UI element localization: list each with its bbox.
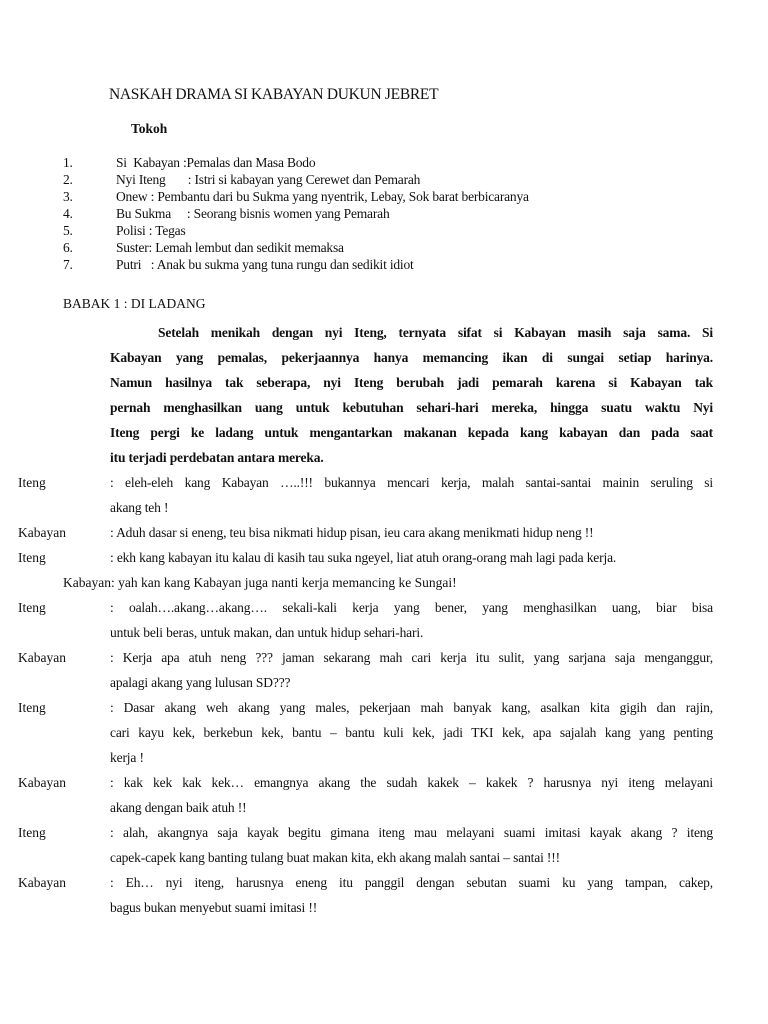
dialogue-entry xyxy=(0,820,768,870)
speech-line: bagus bukan menyebut suami imitasi !! xyxy=(110,900,318,915)
speaker-name: Kabayan xyxy=(18,650,66,665)
list-text: Nyi Iteng : Istri si kabayan yang Cerewet dan Pemarah xyxy=(116,172,421,187)
speech-line: akang dengan baik atuh !! xyxy=(110,800,247,815)
speech-line: cari kayu kek, berkebun kek, bantu – bantu kuli kek, jadi TKI kek, apa sajalah kang yang penting xyxy=(110,725,713,740)
speech-line: : alah, akangnya saja kayak begitu gimana iteng mau melayani suami imitasi kayak akang ? iteng xyxy=(110,825,713,840)
speech-line: : oalah….akang…akang…. sekali-kali kerja yang bener, yang menghasilkan uang, biar bisa xyxy=(110,600,713,615)
speech-text xyxy=(110,770,713,820)
speech-text xyxy=(110,870,713,920)
list-text: Suster: Lemah lembut dan sedikit memaksa xyxy=(116,240,344,255)
speech-line: capek-capek kang banting tulang buat makan kita, ekh akang malah santai – santai !!! xyxy=(110,850,560,865)
script-body xyxy=(0,320,768,920)
list-item xyxy=(63,256,529,273)
speech-text xyxy=(110,545,713,570)
list-item xyxy=(63,205,529,222)
speech-text xyxy=(110,520,713,545)
list-number: 7. xyxy=(63,257,73,272)
list-item xyxy=(63,222,529,239)
speech-line: untuk beli beras, untuk makan, dan untuk hidup sehari-hari. xyxy=(110,625,424,640)
speaker-name: Iteng xyxy=(18,825,46,840)
speech-line: : Aduh dasar si eneng, teu bisa nikmati hidup pisan, ieu cara akang menikmati hidup neng !! xyxy=(110,525,594,540)
speech-text xyxy=(110,470,713,520)
dialogue xyxy=(0,470,768,920)
list-text: Putri : Anak bu sukma yang tuna rungu dan sedikit idiot xyxy=(116,257,414,272)
dialogue-entry xyxy=(0,520,768,545)
document-title: NASKAH DRAMA SI KABAYAN DUKUN JEBRET xyxy=(109,86,439,103)
dialogue-entry xyxy=(0,645,768,695)
list-text: Si Kabayan :Pemalas dan Masa Bodo xyxy=(116,155,316,170)
paragraph-line: Kabayan yang pemalas, pekerjaannya hanya memancing ikan di sungai setiap harinya. xyxy=(110,350,713,365)
list-number: 5. xyxy=(63,223,73,238)
list-number: 1. xyxy=(63,155,73,170)
list-text: Bu Sukma : Seorang bisnis women yang Pemarah xyxy=(116,206,390,221)
dialogue-entry xyxy=(0,695,768,770)
paragraph-line: Setelah menikah dengan nyi Iteng, ternyata sifat si Kabayan masih saja sama. Si xyxy=(158,325,713,340)
list-text: Polisi : Tegas xyxy=(116,223,186,238)
paragraph-line: Namun hasilnya tak seberapa, nyi Iteng berubah jadi pemarah karena si Kabayan tak xyxy=(110,375,713,390)
dialogue-entry: Kabayan: yah kan kang Kabayan juga nanti kerja memancing ke Sungai! xyxy=(63,575,457,590)
speaker-name: Kabayan xyxy=(18,875,66,890)
dialogue-entry xyxy=(0,545,768,570)
speaker-name: Iteng xyxy=(18,600,46,615)
paragraph-line: Iteng pergi ke ladang untuk mengantarkan makanan kepada kang kabayan dan pada saat xyxy=(110,425,713,440)
paragraph-line: pernah menghasilkan uang untuk kebutuhan sehari-hari mereka, hingga suatu waktu Nyi xyxy=(110,400,713,415)
speech-line: : ekh kang kabayan itu kalau di kasih tau suka ngeyel, liat atuh orang-orang mah lagi pada kerja. xyxy=(110,550,617,565)
dialogue-entry xyxy=(0,470,768,520)
list-text: Onew : Pembantu dari bu Sukma yang nyentrik, Lebay, Sok barat berbicaranya xyxy=(116,189,529,204)
speech-line: kerja ! xyxy=(110,750,144,765)
tokoh-heading: Tokoh xyxy=(131,121,168,136)
list-number: 3. xyxy=(63,189,73,204)
character-list xyxy=(63,154,529,273)
speech-text xyxy=(110,820,713,870)
paragraph-line: itu terjadi perdebatan antara mereka. xyxy=(110,450,324,465)
speaker-name: Iteng xyxy=(18,550,46,565)
speech-line: apalagi akang yang lulusan SD??? xyxy=(110,675,291,690)
speech-line: akang teh ! xyxy=(110,500,169,515)
list-item xyxy=(63,188,529,205)
speaker-name: Iteng xyxy=(18,700,46,715)
speaker-name: Kabayan xyxy=(18,525,66,540)
dialogue-entry xyxy=(0,870,768,920)
speech-line: : Kerja apa atuh neng ??? jaman sekarang mah cari kerja itu sulit, yang sarjana saja menganggur, xyxy=(110,650,713,665)
speech-text xyxy=(110,695,713,770)
list-number: 4. xyxy=(63,206,73,221)
speech-line: : Eh… nyi iteng, harusnya eneng itu panggil dengan sebutan suami ku yang tampan, cakep, xyxy=(110,875,713,890)
intro-paragraph xyxy=(110,320,713,470)
list-item xyxy=(63,154,529,171)
act-heading: BABAK 1 : DI LADANG xyxy=(63,296,206,311)
speech-line: : eleh-eleh kang Kabayan …..!!! bukannya mencari kerja, malah santai-santai mainin seruling si xyxy=(110,475,713,490)
list-number: 6. xyxy=(63,240,73,255)
dialogue-entry xyxy=(0,770,768,820)
speaker-name: Kabayan xyxy=(18,775,66,790)
list-number: 2. xyxy=(63,172,73,187)
speech-text xyxy=(110,645,713,695)
speech-line: : kak kek kak kek… emangnya akang the sudah kakek – kakek ? harusnya nyi iteng melayani xyxy=(110,775,713,790)
speech-text xyxy=(110,595,713,645)
speaker-name: Iteng xyxy=(18,475,46,490)
speech-line: : Dasar akang weh akang yang males, pekerjaan mah banyak kang, asalkan kita gigih dan rajin, xyxy=(110,700,713,715)
list-item xyxy=(63,239,529,256)
dialogue-entry xyxy=(0,595,768,645)
list-item xyxy=(63,171,529,188)
